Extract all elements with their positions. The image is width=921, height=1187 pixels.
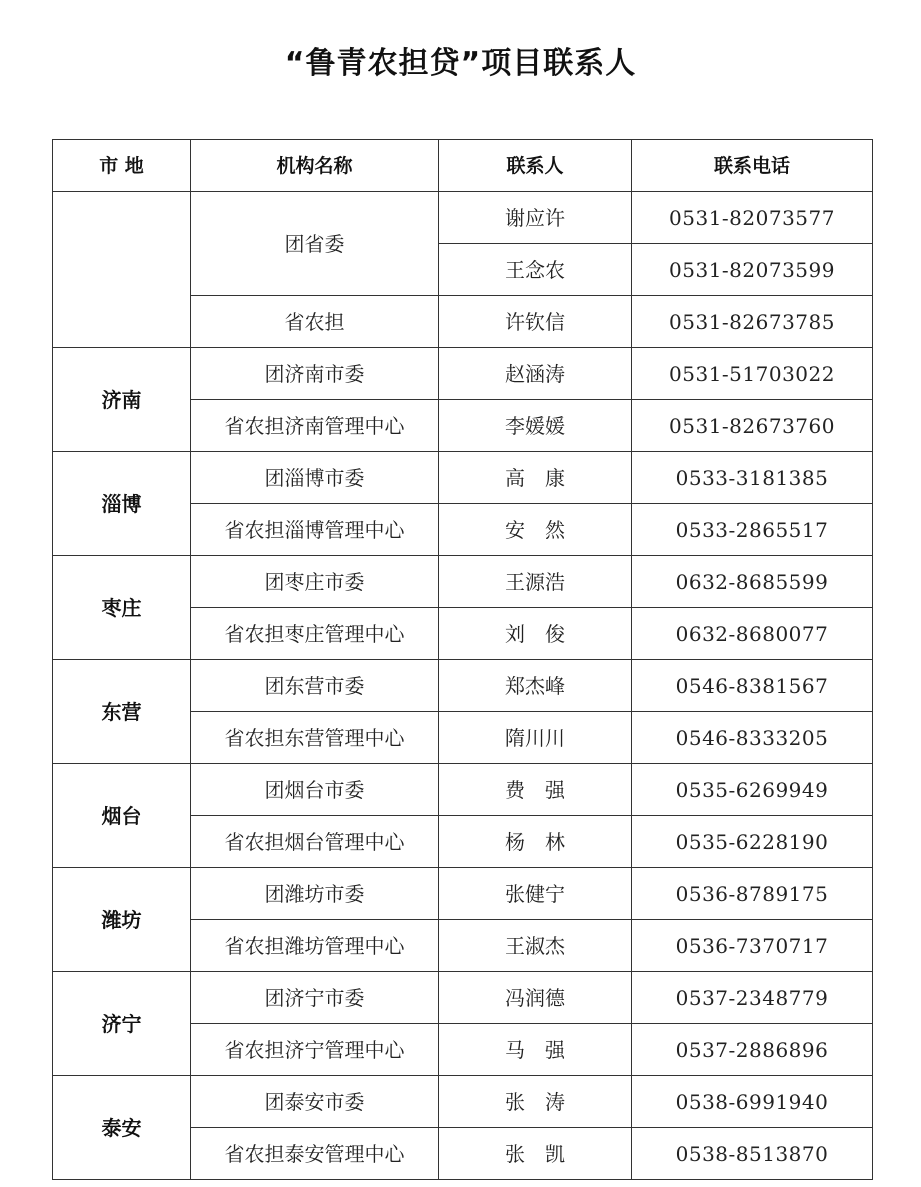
phone-cell: 0533-3181385 bbox=[632, 452, 873, 504]
header-city: 市 地 bbox=[53, 140, 191, 192]
org-cell: 团济宁市委 bbox=[191, 972, 439, 1024]
phone-cell: 0537-2348779 bbox=[632, 972, 873, 1024]
table-row bbox=[53, 348, 873, 400]
org-cell: 省农担济宁管理中心 bbox=[191, 1024, 439, 1076]
table-row bbox=[53, 660, 873, 712]
city-cell: 东营 bbox=[53, 660, 191, 764]
table-row bbox=[53, 868, 873, 920]
phone-cell: 0538-8513870 bbox=[632, 1128, 873, 1180]
table-row bbox=[53, 192, 873, 244]
person-cell: 马 强 bbox=[439, 1024, 632, 1076]
contacts-table bbox=[52, 139, 873, 1180]
phone-cell: 0536-7370717 bbox=[632, 920, 873, 972]
phone-cell: 0632-8680077 bbox=[632, 608, 873, 660]
city-cell bbox=[53, 192, 191, 348]
org-cell: 团泰安市委 bbox=[191, 1076, 439, 1128]
table-body bbox=[53, 192, 873, 1180]
person-cell: 张 凯 bbox=[439, 1128, 632, 1180]
phone-cell: 0632-8685599 bbox=[632, 556, 873, 608]
phone-cell: 0537-2886896 bbox=[632, 1024, 873, 1076]
table-row bbox=[53, 1076, 873, 1128]
table-row bbox=[53, 556, 873, 608]
person-cell: 张 涛 bbox=[439, 1076, 632, 1128]
person-cell: 张健宁 bbox=[439, 868, 632, 920]
phone-cell: 0531-82073577 bbox=[632, 192, 873, 244]
table-row bbox=[53, 972, 873, 1024]
person-cell: 费 强 bbox=[439, 764, 632, 816]
person-cell: 李媛媛 bbox=[439, 400, 632, 452]
person-cell: 杨 林 bbox=[439, 816, 632, 868]
person-cell: 谢应许 bbox=[439, 192, 632, 244]
org-cell: 团东营市委 bbox=[191, 660, 439, 712]
org-cell: 省农担潍坊管理中心 bbox=[191, 920, 439, 972]
person-cell: 高 康 bbox=[439, 452, 632, 504]
org-cell: 省农担济南管理中心 bbox=[191, 400, 439, 452]
phone-cell: 0546-8333205 bbox=[632, 712, 873, 764]
city-cell: 济南 bbox=[53, 348, 191, 452]
page-title: “鲁青农担贷”项目联系人 bbox=[284, 46, 637, 81]
header-org: 机构名称 bbox=[191, 140, 439, 192]
org-cell: 团枣庄市委 bbox=[191, 556, 439, 608]
person-cell: 许钦信 bbox=[439, 296, 632, 348]
org-cell: 团济南市委 bbox=[191, 348, 439, 400]
person-cell: 王念农 bbox=[439, 244, 632, 296]
header-phone: 联系电话 bbox=[632, 140, 873, 192]
org-cell: 团省委 bbox=[191, 192, 439, 296]
person-cell: 刘 俊 bbox=[439, 608, 632, 660]
org-cell: 省农担淄博管理中心 bbox=[191, 504, 439, 556]
org-cell: 团潍坊市委 bbox=[191, 868, 439, 920]
table-row bbox=[53, 452, 873, 504]
phone-cell: 0531-82673785 bbox=[632, 296, 873, 348]
person-cell: 安 然 bbox=[439, 504, 632, 556]
city-cell: 淄博 bbox=[53, 452, 191, 556]
person-cell: 王淑杰 bbox=[439, 920, 632, 972]
phone-cell: 0531-51703022 bbox=[632, 348, 873, 400]
table-header bbox=[53, 140, 873, 192]
table-row bbox=[53, 764, 873, 816]
phone-cell: 0531-82073599 bbox=[632, 244, 873, 296]
org-cell: 省农担烟台管理中心 bbox=[191, 816, 439, 868]
phone-cell: 0536-8789175 bbox=[632, 868, 873, 920]
city-cell: 枣庄 bbox=[53, 556, 191, 660]
person-cell: 冯润德 bbox=[439, 972, 632, 1024]
org-cell: 省农担东营管理中心 bbox=[191, 712, 439, 764]
phone-cell: 0538-6991940 bbox=[632, 1076, 873, 1128]
person-cell: 赵涵涛 bbox=[439, 348, 632, 400]
phone-cell: 0535-6269949 bbox=[632, 764, 873, 816]
city-cell: 泰安 bbox=[53, 1076, 191, 1180]
org-cell: 省农担枣庄管理中心 bbox=[191, 608, 439, 660]
org-cell: 省农担泰安管理中心 bbox=[191, 1128, 439, 1180]
phone-cell: 0531-82673760 bbox=[632, 400, 873, 452]
person-cell: 王源浩 bbox=[439, 556, 632, 608]
org-cell: 团烟台市委 bbox=[191, 764, 439, 816]
city-cell: 潍坊 bbox=[53, 868, 191, 972]
header-row bbox=[53, 140, 873, 192]
org-cell: 省农担 bbox=[191, 296, 439, 348]
phone-cell: 0533-2865517 bbox=[632, 504, 873, 556]
person-cell: 隋川川 bbox=[439, 712, 632, 764]
org-cell: 团淄博市委 bbox=[191, 452, 439, 504]
phone-cell: 0546-8381567 bbox=[632, 660, 873, 712]
city-cell: 烟台 bbox=[53, 764, 191, 868]
phone-cell: 0535-6228190 bbox=[632, 816, 873, 868]
person-cell: 郑杰峰 bbox=[439, 660, 632, 712]
city-cell: 济宁 bbox=[53, 972, 191, 1076]
header-person: 联系人 bbox=[439, 140, 632, 192]
